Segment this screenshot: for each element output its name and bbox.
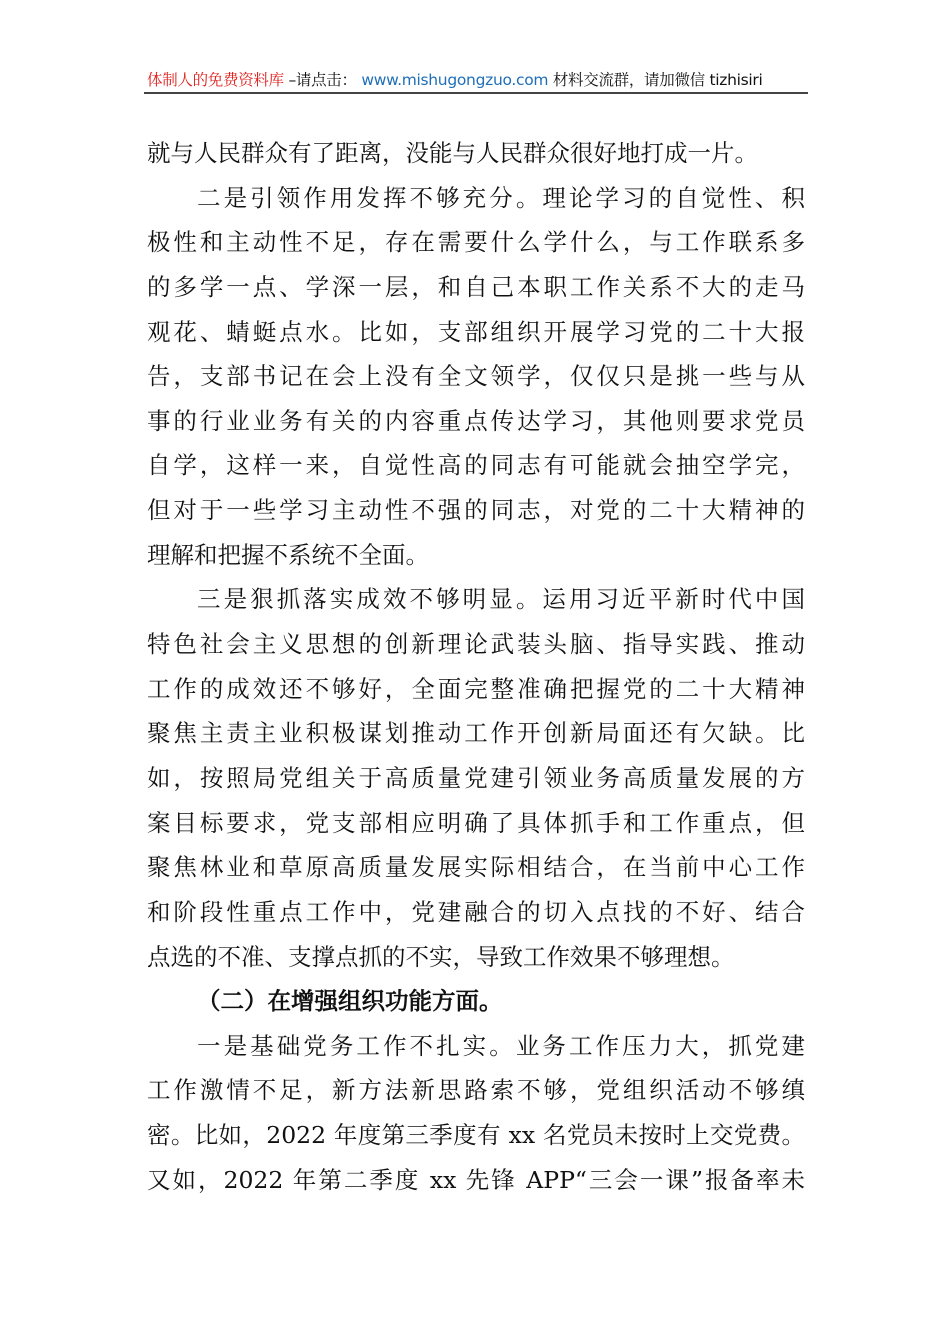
text-line: 极性和主动性不足，存在需要什么学什么，与工作联系多 xyxy=(147,228,805,257)
header-brand: 体制人的免费资料库 xyxy=(147,71,284,89)
header-divider xyxy=(144,92,808,94)
text-line: 二是引领作用发挥不够充分。理论学习的自觉性、积 xyxy=(197,183,805,212)
text-line: 工作的成效还不够好，全面完整准确把握党的二十大精神 xyxy=(147,674,805,703)
text-line: 理解和把握不系统不全面。 xyxy=(147,540,429,569)
text-line: 自学，这样一来，自觉性高的同志有可能就会抽空学完， xyxy=(147,451,805,480)
header-url-link[interactable]: www.mishugongzuo.com xyxy=(361,71,549,89)
text-line: 密。比如，2022 年度第三季度有 xx 名党员未按时上交党费。 xyxy=(147,1121,805,1150)
document-body xyxy=(147,131,805,1202)
text-line: 工作激情不足，新方法新思路索不够，党组织活动不够缜 xyxy=(147,1076,805,1105)
text-line: 观花、蜻蜓点水。比如，支部组织开展学习党的二十大报 xyxy=(147,317,805,346)
text-line: 告，支部书记在会上没有全文领学，仅仅只是挑一些与从 xyxy=(147,362,805,391)
text-line: 聚焦林业和草原高质量发展实际相结合，在当前中心工作 xyxy=(147,853,805,882)
text-line: 和阶段性重点工作中，党建融合的切入点找的不好、结合 xyxy=(147,897,805,926)
section-heading: （二）在增强组织功能方面。 xyxy=(197,987,503,1016)
text-line: 如，按照局党组关于高质量党建引领业务高质量发展的方 xyxy=(147,763,805,792)
text-line: 三是狠抓落实成效不够明显。运用习近平新时代中国 xyxy=(197,585,805,614)
text-line: 案目标要求，党支部相应明确了具体抓手和工作重点，但 xyxy=(147,808,805,837)
text-line: 一是基础党务工作不扎实。业务工作压力大，抓党建 xyxy=(197,1031,805,1060)
text-line: 点选的不准、支撑点抓的不实，导致工作效果不够理想。 xyxy=(147,942,735,971)
header-prompt: –请点击： xyxy=(288,71,357,89)
text-line: 特色社会主义思想的创新理论武装头脑、指导实践、推动 xyxy=(147,630,805,659)
text-line: 事的行业业务有关的内容重点传达学习，其他则要求党员 xyxy=(147,406,805,435)
page-header xyxy=(147,68,807,90)
text-line: 但对于一些学习主动性不强的同志，对党的二十大精神的 xyxy=(147,496,805,525)
text-line: 的多学一点、学深一层，和自己本职工作关系不大的走马 xyxy=(147,272,805,301)
text-line: 又如，2022 年第二季度 xx 先锋 APP“三会一课”报备率未 xyxy=(147,1165,805,1194)
text-line: 就与人民群众有了距离，没能与人民群众很好地打成一片。 xyxy=(147,139,758,167)
text-line: 聚焦主责主业积极谋划推动工作开创新局面还有欠缺。比 xyxy=(147,719,805,748)
header-contact: 材料交流群，请加微信 tizhisiri xyxy=(552,71,763,89)
